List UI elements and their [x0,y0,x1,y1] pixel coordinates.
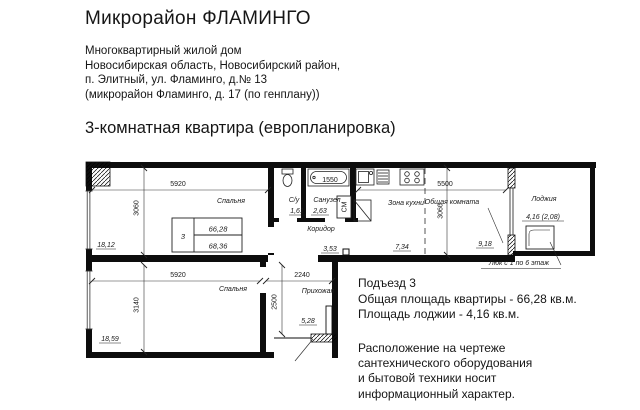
disclaimer-line: информационный характер. [358,386,515,401]
area-bedroom-top: 18,12 [97,242,115,249]
loggia-area-line: Площадь лоджии - 4,16 кв.м. [358,307,520,322]
stamp-area-total: 66,28 [208,224,228,234]
area-hallway: 5,28 [301,318,315,325]
dim-hallway-height: 2500 [271,294,279,310]
apartment-type-heading: 3-комнатная квартира (европланировка) [85,119,396,137]
page-title: Микрорайон ФЛАМИНГО [85,8,311,29]
area-corridor: 3,53 [323,246,337,253]
area-bedroom-bottom: 18,59 [101,336,119,343]
address-line: Многоквартирный жилой дом [85,45,242,57]
floor-plan-drawing [85,153,601,365]
dim-bathtub: 1550 [322,177,338,184]
stamp-table [172,218,242,252]
area-loggia: 4,16 (2,08) [526,214,560,221]
entrance-number: Подъезд 3 [358,276,416,290]
dim-living-height: 3060 [437,203,445,219]
dim-bedroom-top-width: 5920 [170,181,186,188]
stove-icon [400,169,424,185]
area-wc: 1,61 [290,208,304,215]
living-room-leader-line [488,208,503,243]
entry-door [274,306,332,361]
address-line: (микрорайон Фламинго, д. 17 (по генплану)) [85,88,320,101]
room-label-hallway: Прихожая [301,288,335,295]
room-label-living: Общая комната [424,199,480,206]
stamp-room-count: 3 [180,232,186,241]
window-loggia-wall [510,188,513,235]
dim-living-width: 5500 [437,181,453,188]
toilet-icon [282,169,293,187]
dim-bedroom-top-height: 3060 [133,200,141,216]
door-swing-icon [354,200,371,221]
washing-machine-label: СМ [341,201,349,213]
room-label-corridor: Коридор [307,226,335,233]
room-label-kitchen: Зона кухни [388,200,424,207]
room-label-wc: С/у [288,197,300,204]
apartment-info-block [358,276,577,323]
area-living: 9,18 [478,241,492,248]
stamp-area-full: 68,36 [208,241,228,251]
area-bathroom: 2,63 [313,208,327,215]
dim-bedroom-bottom-height: 3140 [133,297,141,313]
window-left-bottom [86,271,93,329]
address-line: Новосибирская область, Новосибирский район, [85,59,341,72]
disclaimer-line: Расположение на чертеже [358,341,506,355]
room-label-loggia: Лоджия [531,196,557,203]
disclaimer-line: и бытовой техники носит [358,371,497,386]
disclaimer-block [358,341,532,402]
address-line: п. Элитный, ул. Фламинго, д.№ 13 [85,74,268,87]
room-label-bedroom-bottom: Спальня [219,286,247,293]
hatch-note: Люк с 1 по 6 этаж [488,260,550,267]
dim-hallway-width: 2240 [294,272,310,279]
dish-rack-icon [377,170,389,184]
room-label-bedroom-top: Спальня [217,198,245,205]
address-block [85,44,340,102]
kitchen-sink-icon [356,169,374,185]
total-area-line: Общая площадь квартиры - 66,28 кв.м. [358,291,577,306]
disclaimer-line: сантехнического оборудования [358,356,533,371]
area-kitchen: 7,34 [395,244,409,251]
dim-bedroom-bottom-width: 5920 [170,272,186,279]
inner-walls [86,162,515,358]
window-left-top [86,191,93,249]
room-label-bathroom: Санузел [313,197,341,204]
